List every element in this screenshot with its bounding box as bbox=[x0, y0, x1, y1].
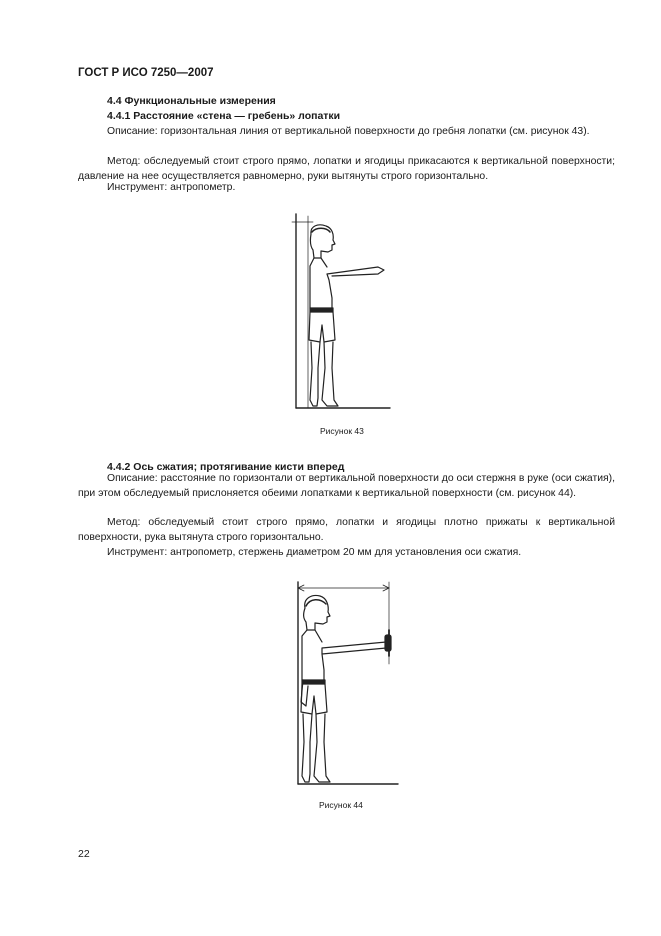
section-4-4-2-title: 4.4.2 Ось сжатия; протягивание кисти вперед bbox=[107, 461, 345, 473]
section-4-4-2-description: Описание: расстояние по горизонтали от вертикальной поверхности до оси стержня в руке (оси сжатия), при этом обследуемый прислоняется обеими лопатками к вертикальной поверхности (см. рисунок 44). bbox=[78, 473, 615, 499]
section-4-4-title: 4.4 Функциональные измерения bbox=[107, 95, 276, 107]
figure-43-illustration bbox=[280, 210, 410, 415]
section-4-4-1-description: Описание: горизонтальная линия от вертикальной поверхности до гребня лопатки (см. рисунок 43). bbox=[107, 126, 590, 137]
figure-44-caption: Рисунок 44 bbox=[319, 800, 363, 810]
section-4-4-1-instrument: Инструмент: антропометр. bbox=[107, 182, 236, 193]
section-4-4-1-title: 4.4.1 Расстояние «стена — гребень» лопатки bbox=[107, 110, 341, 122]
section-4-4-1-method: Метод: обследуемый стоит строго прямо, лопатки и ягодицы прикасаются к вертикальной поверхности; давление на нее осуществляется равномерно, руки вытянуты строго горизонтально. bbox=[78, 156, 615, 182]
document-header: ГОСТ Р ИСО 7250—2007 bbox=[78, 67, 214, 79]
figure-44-illustration bbox=[288, 574, 408, 789]
section-4-4-2-method: Метод: обследуемый стоит строго прямо, лопатки и ягодицы плотно прижаты к вертикальной поверхности, рука вытянута строго горизонтально. bbox=[78, 517, 615, 543]
section-4-4-2-instrument: Инструмент: антропометр, стержень диаметром 20 мм для установления оси сжатия. bbox=[107, 547, 522, 558]
page-number: 22 bbox=[78, 848, 90, 860]
figure-43-caption: Рисунок 43 bbox=[320, 426, 364, 436]
